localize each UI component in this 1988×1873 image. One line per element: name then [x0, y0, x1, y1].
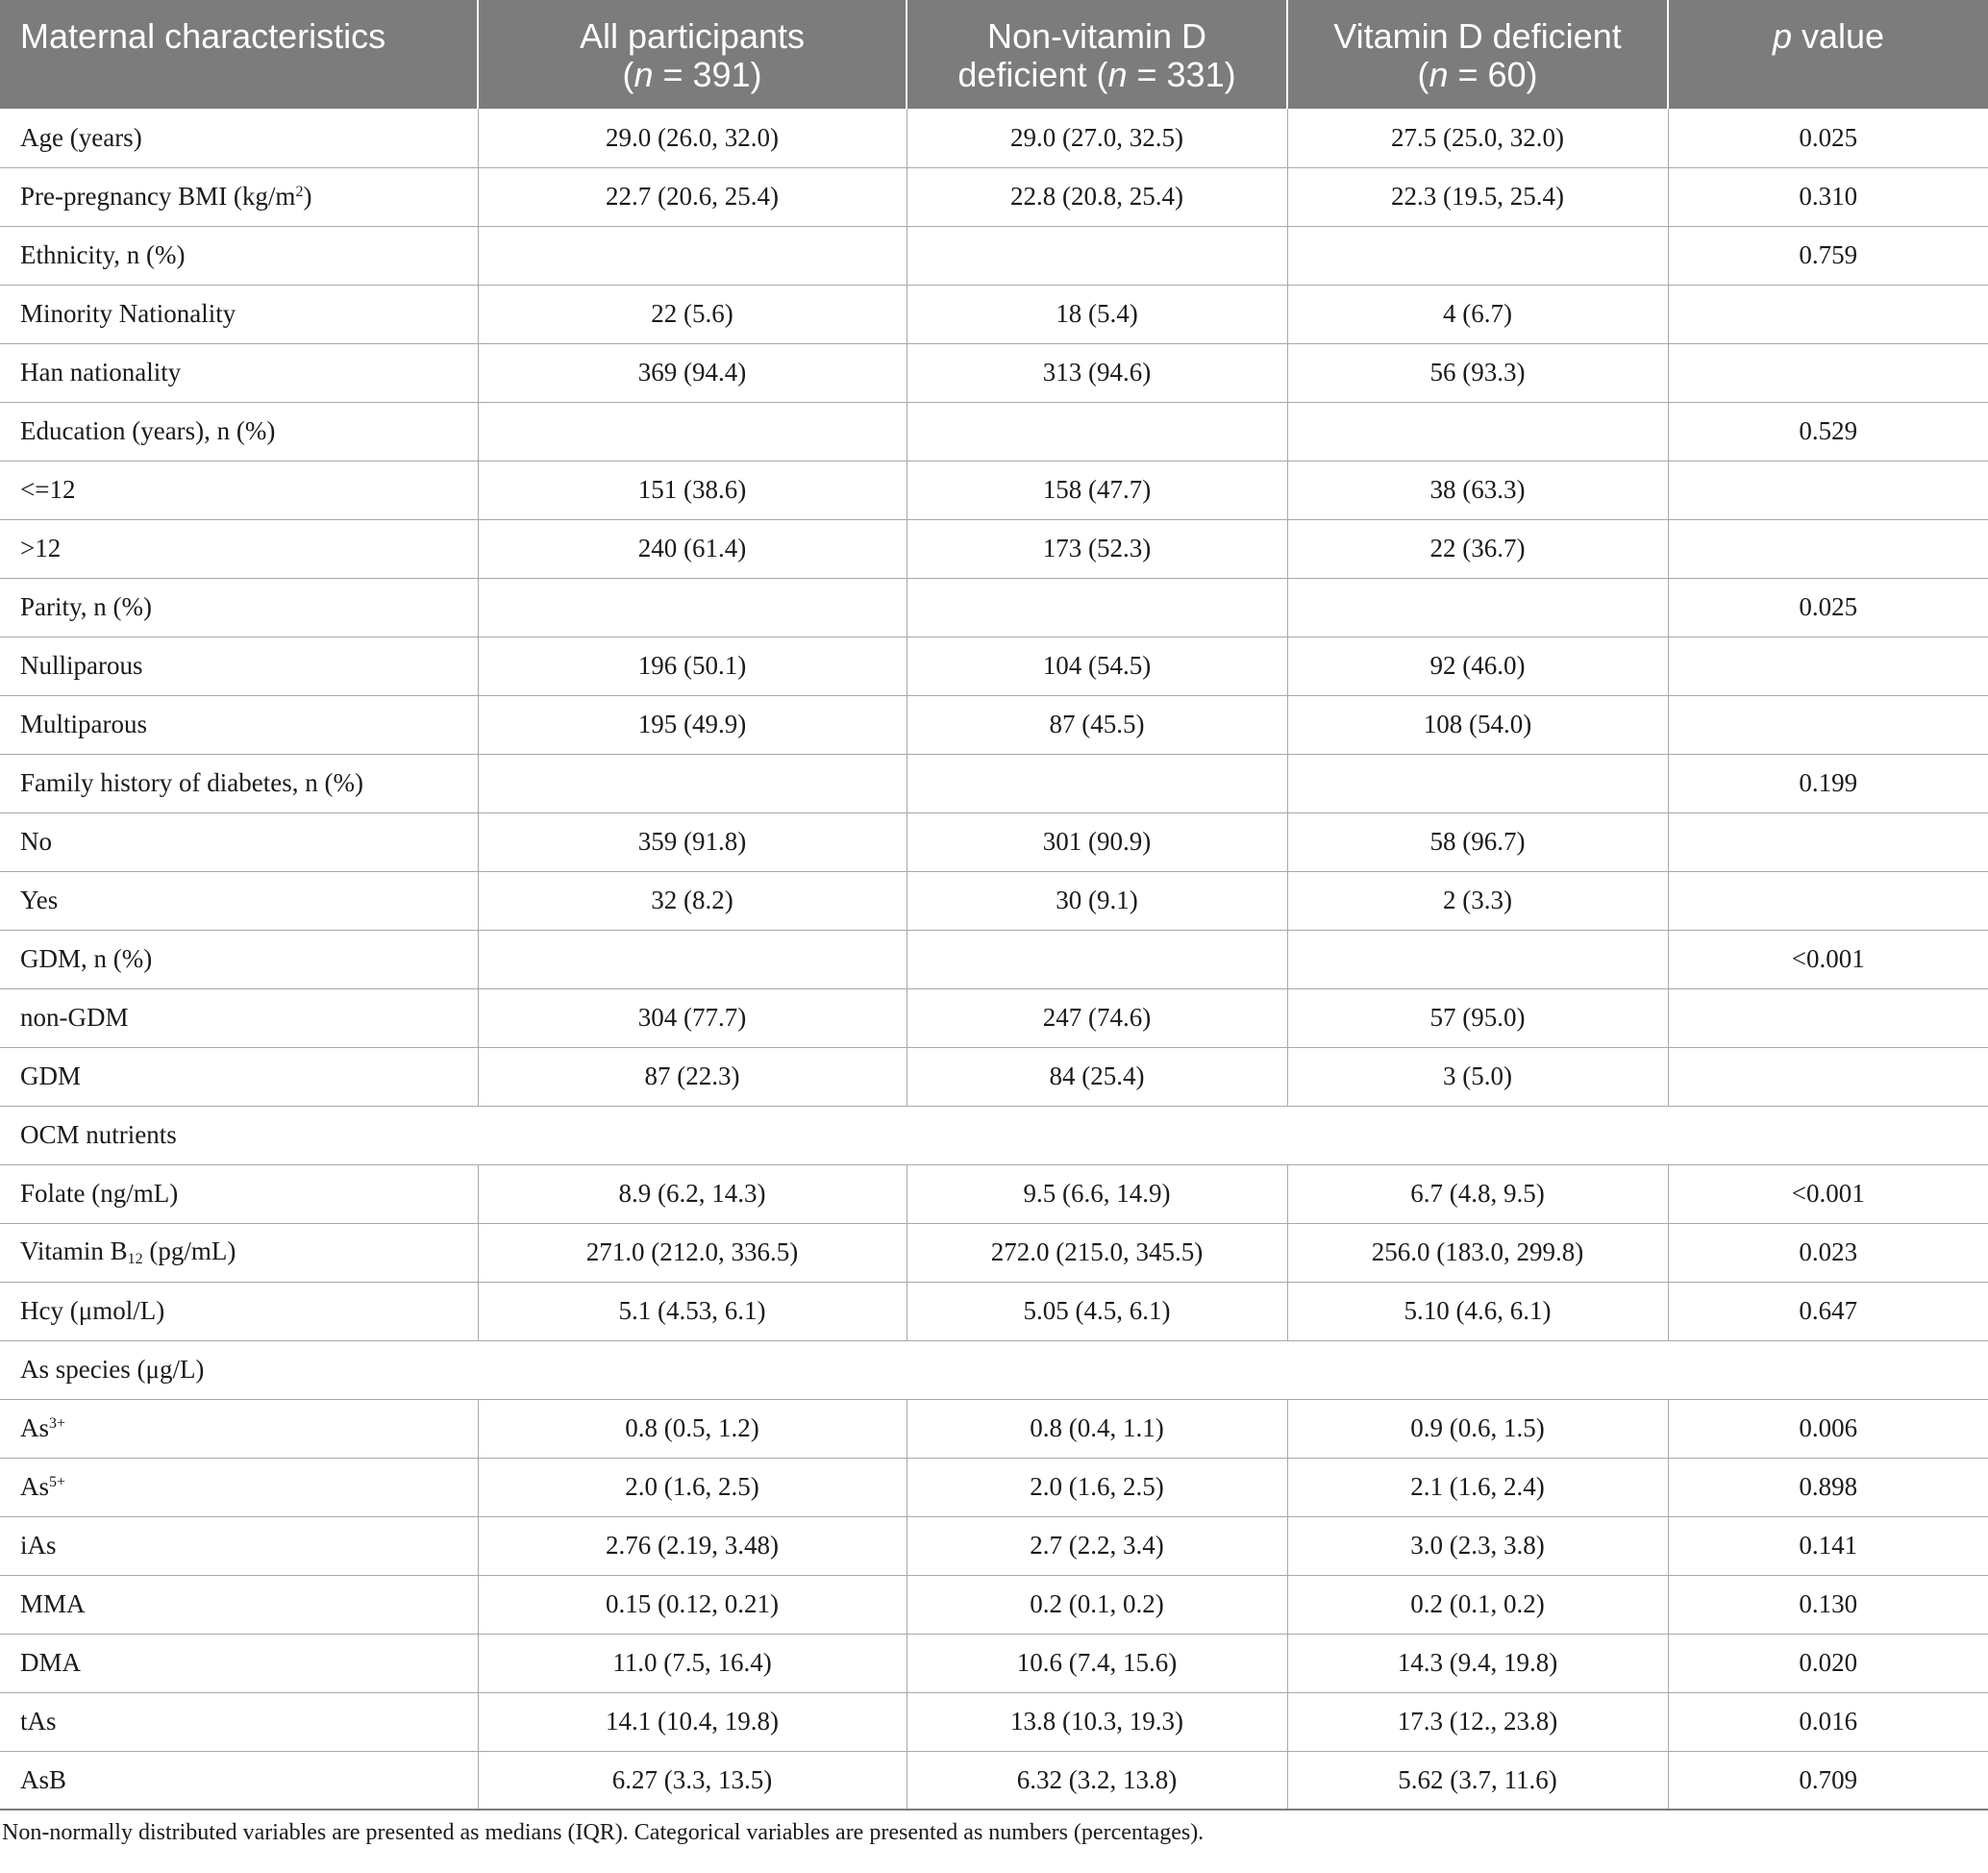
section-row: [0, 1106, 1988, 1164]
row-label: Folate (ng/mL): [0, 1164, 478, 1223]
cell-p-value: [1668, 812, 1988, 871]
cell-vitamin-d-deficient: 14.3 (9.4, 19.8): [1287, 1634, 1668, 1692]
row-label: non-GDM: [0, 988, 478, 1047]
table-row: [0, 1516, 1988, 1575]
cell-non-vitamin-d-deficient: 104 (54.5): [907, 637, 1287, 695]
table-row: [0, 1164, 1988, 1223]
header-p-value: p value: [1668, 0, 1988, 109]
cell-p-value: 0.025: [1668, 578, 1988, 637]
cell-all-participants: 11.0 (7.5, 16.4): [478, 1634, 907, 1692]
table-footnote: Non-normally distributed variables are presented as medians (IQR). Categorical variables are presented as numbers (percentages).: [2, 1820, 1205, 1845]
row-label: Education (years), n (%): [0, 402, 478, 461]
cell-vitamin-d-deficient: [1287, 402, 1668, 461]
cell-vitamin-d-deficient: 256.0 (183.0, 299.8): [1287, 1223, 1668, 1282]
table-row: [0, 461, 1988, 519]
cell-all-participants: [478, 226, 907, 285]
cell-all-participants: 29.0 (26.0, 32.0): [478, 109, 907, 167]
cell-vitamin-d-deficient: 3 (5.0): [1287, 1047, 1668, 1106]
cell-non-vitamin-d-deficient: 30 (9.1): [907, 871, 1287, 930]
cell-vitamin-d-deficient: 22 (36.7): [1287, 519, 1668, 578]
row-label: Age (years): [0, 109, 478, 167]
table-row: [0, 871, 1988, 930]
cell-non-vitamin-d-deficient: 301 (90.9): [907, 812, 1287, 871]
cell-vitamin-d-deficient: 5.10 (4.6, 6.1): [1287, 1282, 1668, 1340]
cell-p-value: 0.130: [1668, 1575, 1988, 1634]
header-all-participants-title: All participants: [579, 16, 806, 56]
row-label: Han nationality: [0, 343, 478, 402]
table-row: [0, 695, 1988, 754]
table-row: [0, 1282, 1988, 1340]
cell-p-value: [1668, 343, 1988, 402]
cell-p-value: 0.016: [1668, 1692, 1988, 1751]
cell-p-value: [1668, 285, 1988, 343]
header-non-vitamin-d-deficient: [907, 0, 1287, 109]
table-row: [0, 812, 1988, 871]
cell-vitamin-d-deficient: 56 (93.3): [1287, 343, 1668, 402]
cell-p-value: [1668, 637, 1988, 695]
table-row: [0, 226, 1988, 285]
row-label: $As^{5+}$: [0, 1458, 478, 1516]
row-label: Minority Nationality: [0, 285, 478, 343]
cell-non-vitamin-d-deficient: 9.5 (6.6, 14.9): [907, 1164, 1287, 1223]
cell-non-vitamin-d-deficient: 13.8 (10.3, 19.3): [907, 1692, 1287, 1751]
header-vitamin-d-deficient-n: (n = 60): [1417, 55, 1538, 94]
table-row: [0, 578, 1988, 637]
cell-all-participants: 22 (5.6): [478, 285, 907, 343]
cell-all-participants: 304 (77.7): [478, 988, 907, 1047]
cell-vitamin-d-deficient: 0.9 (0.6, 1.5): [1287, 1399, 1668, 1458]
cell-non-vitamin-d-deficient: 0.2 (0.1, 0.2): [907, 1575, 1287, 1634]
cell-p-value: 0.025: [1668, 109, 1988, 167]
table-header: [0, 0, 1988, 109]
cell-vitamin-d-deficient: 3.0 (2.3, 3.8): [1287, 1516, 1668, 1575]
table-row: [0, 1458, 1988, 1516]
table-row: [0, 285, 1988, 343]
cell-p-value: [1668, 695, 1988, 754]
cell-all-participants: 271.0 (212.0, 336.5): [478, 1223, 907, 1282]
cell-non-vitamin-d-deficient: 87 (45.5): [907, 695, 1287, 754]
table-body: [0, 109, 1988, 1810]
row-label: Yes: [0, 871, 478, 930]
cell-non-vitamin-d-deficient: 158 (47.7): [907, 461, 1287, 519]
cell-vitamin-d-deficient: [1287, 226, 1668, 285]
cell-p-value: 0.898: [1668, 1458, 1988, 1516]
cell-vitamin-d-deficient: 92 (46.0): [1287, 637, 1668, 695]
row-label: Parity, n (%): [0, 578, 478, 637]
row-label: iAs: [0, 1516, 478, 1575]
table-row: [0, 519, 1988, 578]
cell-vitamin-d-deficient: [1287, 578, 1668, 637]
cell-p-value: 0.023: [1668, 1223, 1988, 1282]
cell-p-value: 0.006: [1668, 1399, 1988, 1458]
cell-all-participants: 14.1 (10.4, 19.8): [478, 1692, 907, 1751]
cell-non-vitamin-d-deficient: 5.05 (4.5, 6.1): [907, 1282, 1287, 1340]
cell-p-value: 0.310: [1668, 167, 1988, 226]
header-vitamin-d-deficient: [1287, 0, 1668, 109]
cell-non-vitamin-d-deficient: 2.7 (2.2, 3.4): [907, 1516, 1287, 1575]
cell-p-value: 0.141: [1668, 1516, 1988, 1575]
section-label: OCM nutrients: [0, 1106, 1988, 1164]
cell-all-participants: 0.8 (0.5, 1.2): [478, 1399, 907, 1458]
table-row: [0, 402, 1988, 461]
row-label: DMA: [0, 1634, 478, 1692]
table-row: [0, 988, 1988, 1047]
table-row: [0, 109, 1988, 167]
cell-all-participants: 32 (8.2): [478, 871, 907, 930]
table-row: [0, 167, 1988, 226]
cell-vitamin-d-deficient: 57 (95.0): [1287, 988, 1668, 1047]
row-label: >12: [0, 519, 478, 578]
cell-vitamin-d-deficient: 27.5 (25.0, 32.0): [1287, 109, 1668, 167]
cell-vitamin-d-deficient: [1287, 930, 1668, 988]
cell-non-vitamin-d-deficient: 84 (25.4): [907, 1047, 1287, 1106]
cell-all-participants: 2.76 (2.19, 3.48): [478, 1516, 907, 1575]
row-label: AsB: [0, 1751, 478, 1810]
section-label: As species (μg/L): [0, 1340, 1988, 1399]
cell-non-vitamin-d-deficient: 2.0 (1.6, 2.5): [907, 1458, 1287, 1516]
row-label: Family history of diabetes, n (%): [0, 754, 478, 812]
cell-non-vitamin-d-deficient: 313 (94.6): [907, 343, 1287, 402]
table-row: [0, 1399, 1988, 1458]
cell-all-participants: [478, 930, 907, 988]
cell-non-vitamin-d-deficient: 173 (52.3): [907, 519, 1287, 578]
row-label: Nulliparous: [0, 637, 478, 695]
cell-non-vitamin-d-deficient: 6.32 (3.2, 13.8): [907, 1751, 1287, 1810]
header-non-vitamin-d-n: deficient (n = 331): [957, 55, 1236, 94]
cell-vitamin-d-deficient: 38 (63.3): [1287, 461, 1668, 519]
cell-p-value: 0.020: [1668, 1634, 1988, 1692]
header-non-vitamin-d-title: Non-vitamin D: [986, 16, 1207, 56]
row-label: MMA: [0, 1575, 478, 1634]
cell-p-value: [1668, 988, 1988, 1047]
row-label: tAs: [0, 1692, 478, 1751]
cell-all-participants: 0.15 (0.12, 0.21): [478, 1575, 907, 1634]
table-row: [0, 1692, 1988, 1751]
cell-non-vitamin-d-deficient: 272.0 (215.0, 345.5): [907, 1223, 1287, 1282]
cell-all-participants: [478, 578, 907, 637]
cell-non-vitamin-d-deficient: 29.0 (27.0, 32.5): [907, 109, 1287, 167]
cell-p-value: <0.001: [1668, 930, 1988, 988]
cell-all-participants: 87 (22.3): [478, 1047, 907, 1106]
row-label: No: [0, 812, 478, 871]
cell-all-participants: 151 (38.6): [478, 461, 907, 519]
cell-p-value: 0.529: [1668, 402, 1988, 461]
table-row: [0, 1047, 1988, 1106]
cell-p-value: [1668, 871, 1988, 930]
cell-all-participants: 2.0 (1.6, 2.5): [478, 1458, 907, 1516]
cell-vitamin-d-deficient: 58 (96.7): [1287, 812, 1668, 871]
cell-non-vitamin-d-deficient: [907, 578, 1287, 637]
cell-vitamin-d-deficient: 6.7 (4.8, 9.5): [1287, 1164, 1668, 1223]
cell-all-participants: 6.27 (3.3, 13.5): [478, 1751, 907, 1810]
table-row: [0, 1223, 1988, 1282]
cell-all-participants: 8.9 (6.2, 14.3): [478, 1164, 907, 1223]
table-row: [0, 1575, 1988, 1634]
cell-non-vitamin-d-deficient: 10.6 (7.4, 15.6): [907, 1634, 1287, 1692]
cell-vitamin-d-deficient: 4 (6.7): [1287, 285, 1668, 343]
row-label: $As^{3+}$: [0, 1399, 478, 1458]
cell-all-participants: 240 (61.4): [478, 519, 907, 578]
cell-vitamin-d-deficient: 2.1 (1.6, 2.4): [1287, 1458, 1668, 1516]
section-row: [0, 1340, 1988, 1399]
cell-vitamin-d-deficient: 2 (3.3): [1287, 871, 1668, 930]
cell-non-vitamin-d-deficient: 0.8 (0.4, 1.1): [907, 1399, 1287, 1458]
header-maternal-characteristics: Maternal characteristics: [0, 0, 478, 109]
cell-vitamin-d-deficient: 5.62 (3.7, 11.6): [1287, 1751, 1668, 1810]
cell-all-participants: 195 (49.9): [478, 695, 907, 754]
table-row: [0, 1751, 1988, 1810]
row-label: Multiparous: [0, 695, 478, 754]
row-label: Hcy (μmol/L): [0, 1282, 478, 1340]
table-row: [0, 930, 1988, 988]
cell-non-vitamin-d-deficient: [907, 930, 1287, 988]
row-label: Pre-pregnancy BMI $(kg/m^2)$: [0, 167, 478, 226]
table-row: [0, 343, 1988, 402]
cell-p-value: [1668, 519, 1988, 578]
header-vitamin-d-deficient-title: Vitamin D deficient: [1333, 16, 1622, 56]
cell-non-vitamin-d-deficient: 247 (74.6): [907, 988, 1287, 1047]
cell-p-value: 0.759: [1668, 226, 1988, 285]
cell-p-value: [1668, 1047, 1988, 1106]
row-label: Ethnicity, n (%): [0, 226, 478, 285]
cell-all-participants: 369 (94.4): [478, 343, 907, 402]
row-label: GDM: [0, 1047, 478, 1106]
cell-p-value: 0.647: [1668, 1282, 1988, 1340]
cell-vitamin-d-deficient: 0.2 (0.1, 0.2): [1287, 1575, 1668, 1634]
table-row: [0, 754, 1988, 812]
table-row: [0, 1634, 1988, 1692]
cell-non-vitamin-d-deficient: [907, 754, 1287, 812]
cell-vitamin-d-deficient: 17.3 (12., 23.8): [1287, 1692, 1668, 1751]
cell-all-participants: 196 (50.1): [478, 637, 907, 695]
header-all-participants-n: (n = 391): [622, 55, 762, 94]
cell-p-value: 0.199: [1668, 754, 1988, 812]
cell-all-participants: 5.1 (4.53, 6.1): [478, 1282, 907, 1340]
cell-p-value: 0.709: [1668, 1751, 1988, 1810]
cell-vitamin-d-deficient: 108 (54.0): [1287, 695, 1668, 754]
cell-non-vitamin-d-deficient: 18 (5.4): [907, 285, 1287, 343]
row-label: GDM, n (%): [0, 930, 478, 988]
cell-all-participants: 22.7 (20.6, 25.4): [478, 167, 907, 226]
cell-non-vitamin-d-deficient: 22.8 (20.8, 25.4): [907, 167, 1287, 226]
cell-p-value: [1668, 461, 1988, 519]
row-label: Vitamin $B_{12}$ (pg/mL): [0, 1223, 478, 1282]
row-label: <=12: [0, 461, 478, 519]
cell-all-participants: [478, 754, 907, 812]
cell-non-vitamin-d-deficient: [907, 226, 1287, 285]
cell-all-participants: [478, 402, 907, 461]
header-row: [0, 0, 1988, 109]
cell-vitamin-d-deficient: [1287, 754, 1668, 812]
header-all-participants: [478, 0, 907, 109]
cell-non-vitamin-d-deficient: [907, 402, 1287, 461]
cell-vitamin-d-deficient: 22.3 (19.5, 25.4): [1287, 167, 1668, 226]
cell-p-value: <0.001: [1668, 1164, 1988, 1223]
table-row: [0, 637, 1988, 695]
cell-all-participants: 359 (91.8): [478, 812, 907, 871]
